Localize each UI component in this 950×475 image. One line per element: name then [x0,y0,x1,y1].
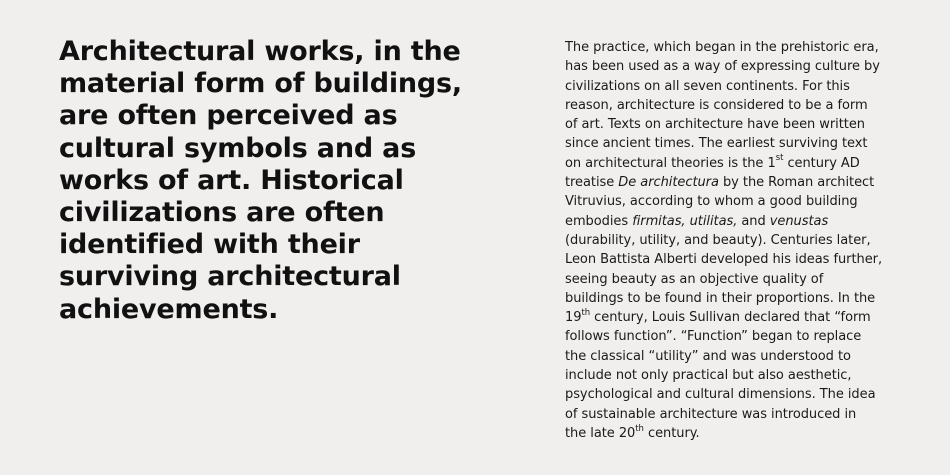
body-line: (durability, utility, and beauty). Centuries later, [565,232,871,248]
body-line: civilizations on all seven continents. For this [565,78,850,94]
body-text-segment: treatise [565,175,619,191]
body-line: psychological and cultural dimensions. The idea [565,387,876,403]
body-line: seeing beauty as an objective quality of [565,271,824,287]
body-line: since ancient times. The earliest surviving text [565,136,868,152]
body-line: include not only practical but also aesthetic, [565,368,852,384]
body-line [565,173,925,192]
headline-line: civilizations are often [59,197,385,229]
body-text-segment: century, Louis Sullivan declared that “form [590,310,871,326]
headline [59,36,499,326]
headline-line: achievements. [59,293,279,325]
headline-line: surviving architectural [59,261,401,293]
body-text-segment: century AD [783,155,860,171]
body-text-segment: on architectural theories is the 1 [565,155,776,171]
headline-line: Architectural works, in the [59,36,461,67]
body-line: reason, architecture is considered to be a form [565,97,868,113]
body-text-segment: 19 [565,310,582,326]
latin-term-italic: firmitas, utilitas, [632,213,738,229]
body-text-segment: and [737,213,770,229]
body-line: Leon Battista Alberti developed his ideas further, [565,252,883,268]
body-text-segment: the late 20 [565,425,636,441]
ordinal-superscript: th [635,423,644,434]
headline-line: works of art. Historical [59,164,404,196]
ordinal-superscript: th [581,307,591,318]
body-line: has been used as a way of expressing culture by [565,59,880,75]
body-line: of sustainable architecture was introduced in [565,406,857,422]
body-line [565,424,925,443]
body-text-segment: embodies [565,213,633,229]
body-text-segment: century. [643,425,700,441]
headline-line: identified with their [59,229,360,261]
body-line [565,308,925,327]
body-line: the classical “utility” and was understood to [565,348,851,364]
book-title-italic: De architectura [618,175,719,191]
headline-line: material form of buildings, [59,68,462,100]
headline-line: cultural symbols and as [59,132,417,164]
ordinal-superscript: st [775,153,784,164]
body-line: of art. Texts on architecture have been written [565,117,865,133]
headline-line: are often perceived as [59,100,398,132]
body-text-segment: by the Roman architect [718,175,875,191]
body-line [565,212,925,231]
body-paragraph [565,38,925,443]
body-line: The practice, which began in the prehistoric era, [565,40,879,55]
body-line: follows function”. “Function” began to replace [565,329,862,345]
body-line: Vitruvius, according to whom a good building [565,194,858,210]
body-line: buildings to be found in their proportions. In the [565,290,876,306]
body-line [565,154,925,173]
latin-term-italic: venustas [769,213,829,229]
